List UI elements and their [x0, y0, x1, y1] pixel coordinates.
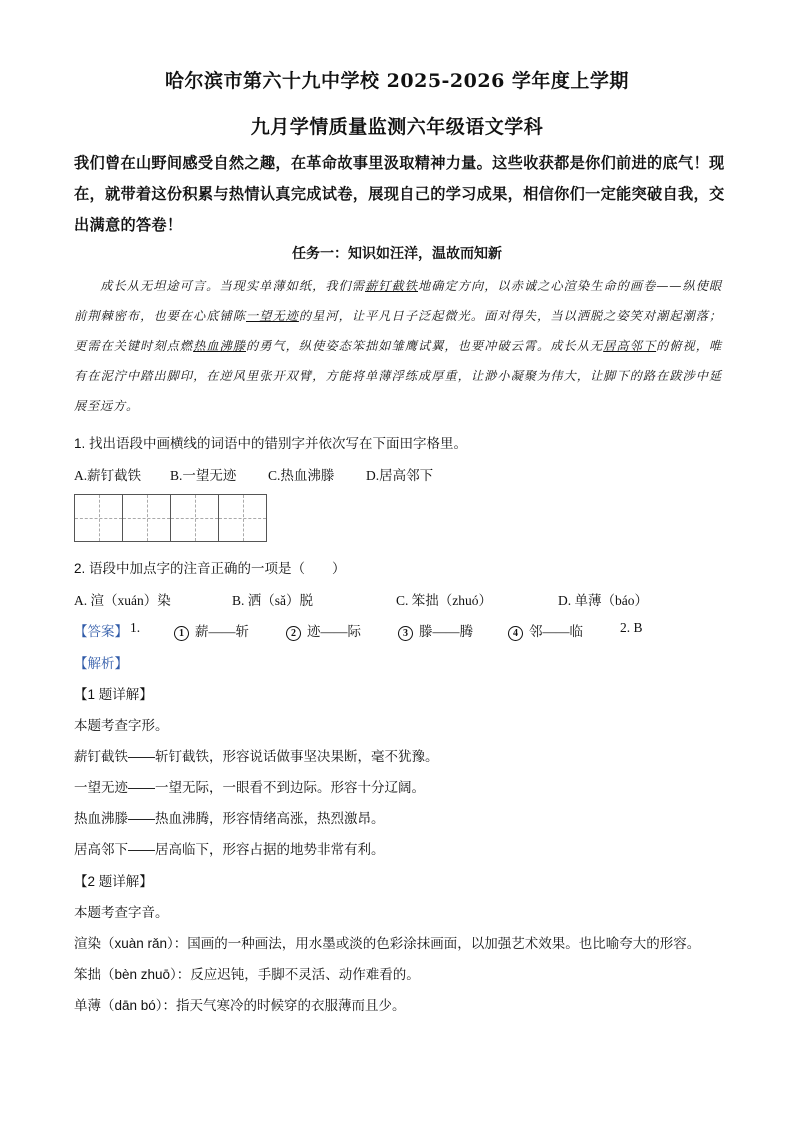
- detail-1-line: 热血沸滕——热血沸腾，形容情绪高涨，热烈激昂。: [74, 811, 385, 826]
- passage-text: 的星河，让平凡日子泛起微光。面对得失，当以洒脱之姿笑对潮起潮落；更需在关键时刻点燃: [74, 309, 722, 353]
- task-heading: 任务一：知识如汪洋，温故而知新: [292, 246, 502, 262]
- intro-paragraph: 我们曾在山野间感受自然之趣，在革命故事里汲取精神力量。这些收获都是你们前进的底气！现在，就带着这份积累与热情认真完成试卷，展现自己的学习成果，相信你们一定能突破自我，交出满意的答卷！: [74, 154, 725, 234]
- q1-option-a: A.薪钉截铁: [74, 468, 142, 483]
- circled-number: 2: [286, 626, 301, 641]
- question-2: 2. 语段中加点字的注音正确的一项是（ ）: [74, 561, 346, 576]
- answer-q1-number: 1.: [130, 620, 141, 635]
- circled-number: 1: [174, 626, 189, 641]
- exam-title-line2: 九月学情质量监测六年级语文学科: [250, 116, 544, 138]
- underlined-word-4: 居高邻下: [603, 339, 657, 353]
- detail-2-label: 【2 题详解】: [74, 874, 153, 889]
- answer-item-1: [174, 620, 249, 641]
- answer-item-text: 薪——斩: [195, 624, 249, 639]
- detail-2-line: 渲染（xuàn rǎn）：国画的一种画法，用水墨或淡的色彩涂抹画面，以加强艺术效果。也比喻夸大的形容。: [74, 936, 701, 951]
- answer-label: 【答案】: [74, 624, 128, 639]
- reading-passage: [74, 271, 722, 421]
- detail-1-line: 本题考查字形。: [74, 718, 169, 733]
- answer-q2: 2. B: [620, 620, 643, 635]
- grid-cell[interactable]: [218, 494, 267, 542]
- circled-number: 4: [508, 626, 523, 641]
- answer-item-text: 滕——腾: [419, 624, 473, 639]
- underlined-word-1: 薪钉截铁: [365, 279, 418, 293]
- underlined-word-3: 热血沸滕: [193, 339, 246, 353]
- answer-item-3: [398, 620, 473, 641]
- q1-option-b: B.一望无迹: [170, 468, 237, 483]
- circled-number: 3: [398, 626, 413, 641]
- answer-item-4: [508, 620, 583, 641]
- q2-option-a: A. 渲（xuán）染: [74, 593, 171, 608]
- q1-option-d: D.居高邻下: [366, 468, 434, 483]
- detail-1-line: 居高邻下——居高临下，形容占据的地势非常有利。: [74, 842, 385, 857]
- passage-text: 的俯视，唯有在泥泞中踏出脚印，在逆风里张开双臂，方能将单薄浮练成厚重，让渺小凝聚为伟大，让脚下的路在跋涉中延展至远方。: [74, 339, 722, 413]
- detail-1-line: 薪钉截铁——斩钉截铁，形容说话做事坚决果断，毫不犹豫。: [74, 749, 439, 764]
- question-1: 1. 找出语段中画横线的词语中的错别字并依次写在下面田字格里。: [74, 436, 468, 451]
- answer-grid: [74, 494, 267, 542]
- detail-2-line: 本题考查字音。: [74, 905, 169, 920]
- grid-cell[interactable]: [74, 494, 123, 542]
- q1-option-c: C.热血沸滕: [268, 468, 335, 483]
- answer-item-2: [286, 620, 361, 641]
- detail-2-line: 单薄（dān bó）：指天气寒冷的时候穿的衣服薄而且少。: [74, 998, 406, 1013]
- passage-text: 地确定方向，以赤诚之心渲染生命的画卷——纵使眼前荆棘密布，也要在心底铺陈: [74, 279, 723, 323]
- passage-text: 的勇气，纵使姿态笨拙如雏鹰试翼，也要冲破云霄。成长从无: [245, 339, 604, 353]
- passage-text: 成长从无坦途可言。当现实单薄如纸，我们需: [99, 279, 366, 293]
- exam-title-line1: 哈尔滨市第六十九中学校 2025-2026 学年度上学期: [165, 70, 629, 92]
- q2-option-d: D. 单薄（báo）: [558, 593, 648, 608]
- detail-1-label: 【1 题详解】: [74, 687, 153, 702]
- detail-1-line: 一望无迹——一望无际，一眼看不到边际。形容十分辽阔。: [74, 780, 425, 795]
- grid-cell[interactable]: [170, 494, 219, 542]
- grid-cell[interactable]: [122, 494, 171, 542]
- q2-option-b: B. 洒（sǎ）脱: [232, 593, 313, 608]
- underlined-word-2: 一望无迹: [245, 309, 299, 323]
- q2-option-c: C. 笨拙（zhuó）: [396, 593, 492, 608]
- analysis-label: 【解析】: [74, 656, 128, 671]
- detail-2-line: 笨拙（bèn zhuō）：反应迟钝，手脚不灵活、动作难看的。: [74, 967, 420, 982]
- answer-item-text: 邻——临: [529, 624, 583, 639]
- answer-item-text: 迹——际: [307, 624, 361, 639]
